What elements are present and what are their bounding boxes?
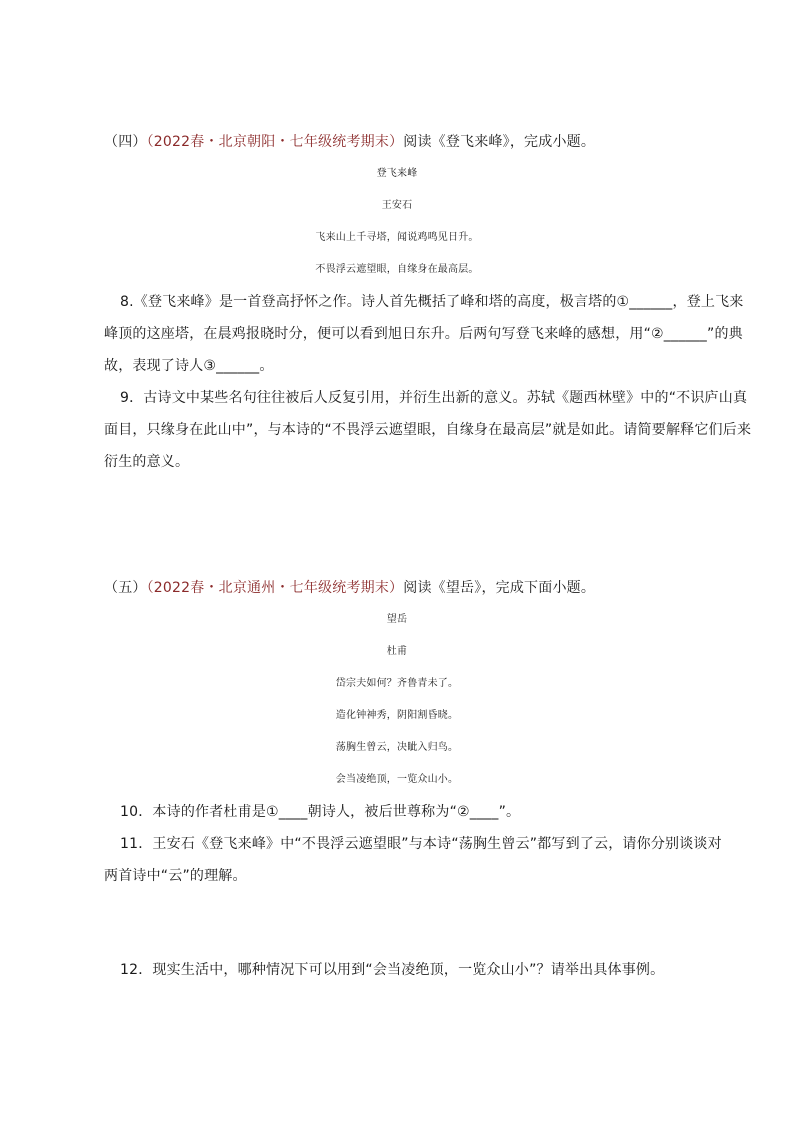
section-5-prefix: （五）	[104, 580, 147, 596]
section-5-instruction: 阅读《望岳》，完成下面小题。	[403, 580, 596, 596]
question-9-line: 面目，只缘身在此山中”，与本诗的“不畏浮云遮望眼，自缘身在最高层”就是如此。请简要解释它们后来	[104, 422, 752, 438]
poem-2-author: 杜甫	[386, 646, 408, 657]
poem-2-line: 会当凌绝顶，一览众山小。	[335, 774, 459, 785]
section-4-header	[104, 132, 595, 152]
question-8-line: 故，表现了诗人③______。	[104, 358, 274, 374]
question-8-line: 峰顶的这座塔，在晨鸡报晓时分，便可以看到旭日东升。后两句写登飞来峰的感想，用“②______”的典	[104, 326, 743, 342]
question-12-line: 12．现实生活中，哪种情况下可以用到“会当凌绝顶，一览众山小”？请举出具体事例。	[120, 962, 665, 978]
poem-1-line: 飞来山上千寻塔，闻说鸡鸣见日升。	[315, 232, 479, 243]
poem-2-line: 岱宗夫如何？齐鲁青未了。	[335, 678, 459, 689]
question-9-line: 9．古诗文中某些名句往往被后人反复引用，并衍生出新的意义。苏轼《题西林壁》中的“不识庐山真	[120, 390, 748, 406]
poem-2-title: 望岳	[386, 614, 408, 625]
question-8-line: 8.《登飞来峰》是一首登高抒怀之作。诗人首先概括了峰和塔的高度，极言塔的①______，登上飞来	[120, 294, 744, 310]
poem-1-line: 不畏浮云遮望眼，自缘身在最高层。	[315, 264, 479, 275]
question-9-line: 衍生的意义。	[104, 454, 190, 470]
poem-2-line: 造化钟神秀，阴阳割昏晓。	[335, 710, 459, 721]
poem-1-author: 王安石	[381, 200, 413, 211]
section-4-instruction: 阅读《登飞来峰》，完成小题。	[403, 134, 596, 150]
poem-1-title: 登飞来峰	[376, 168, 418, 179]
question-11-line: 两首诗中“云”的理解。	[104, 868, 247, 884]
section-4-source: （2022春・北京朝阳・七年级统考期末）	[146, 134, 404, 150]
section-4-prefix: （四）	[104, 134, 147, 150]
poem-2-line: 荡胸生曾云，决眦入归鸟。	[335, 742, 459, 753]
section-5-source: （2022春・北京通州・七年级统考期末）	[146, 580, 404, 596]
question-11-line: 11．王安石《登飞来峰》中“不畏浮云遮望眼”与本诗“荡胸生曾云”都写到了云，请你分别谈谈对	[120, 836, 722, 852]
section-5-header	[104, 578, 595, 598]
question-10-line: 10．本诗的作者杜甫是①____朝诗人，被后世尊称为“②____”。	[120, 804, 521, 820]
